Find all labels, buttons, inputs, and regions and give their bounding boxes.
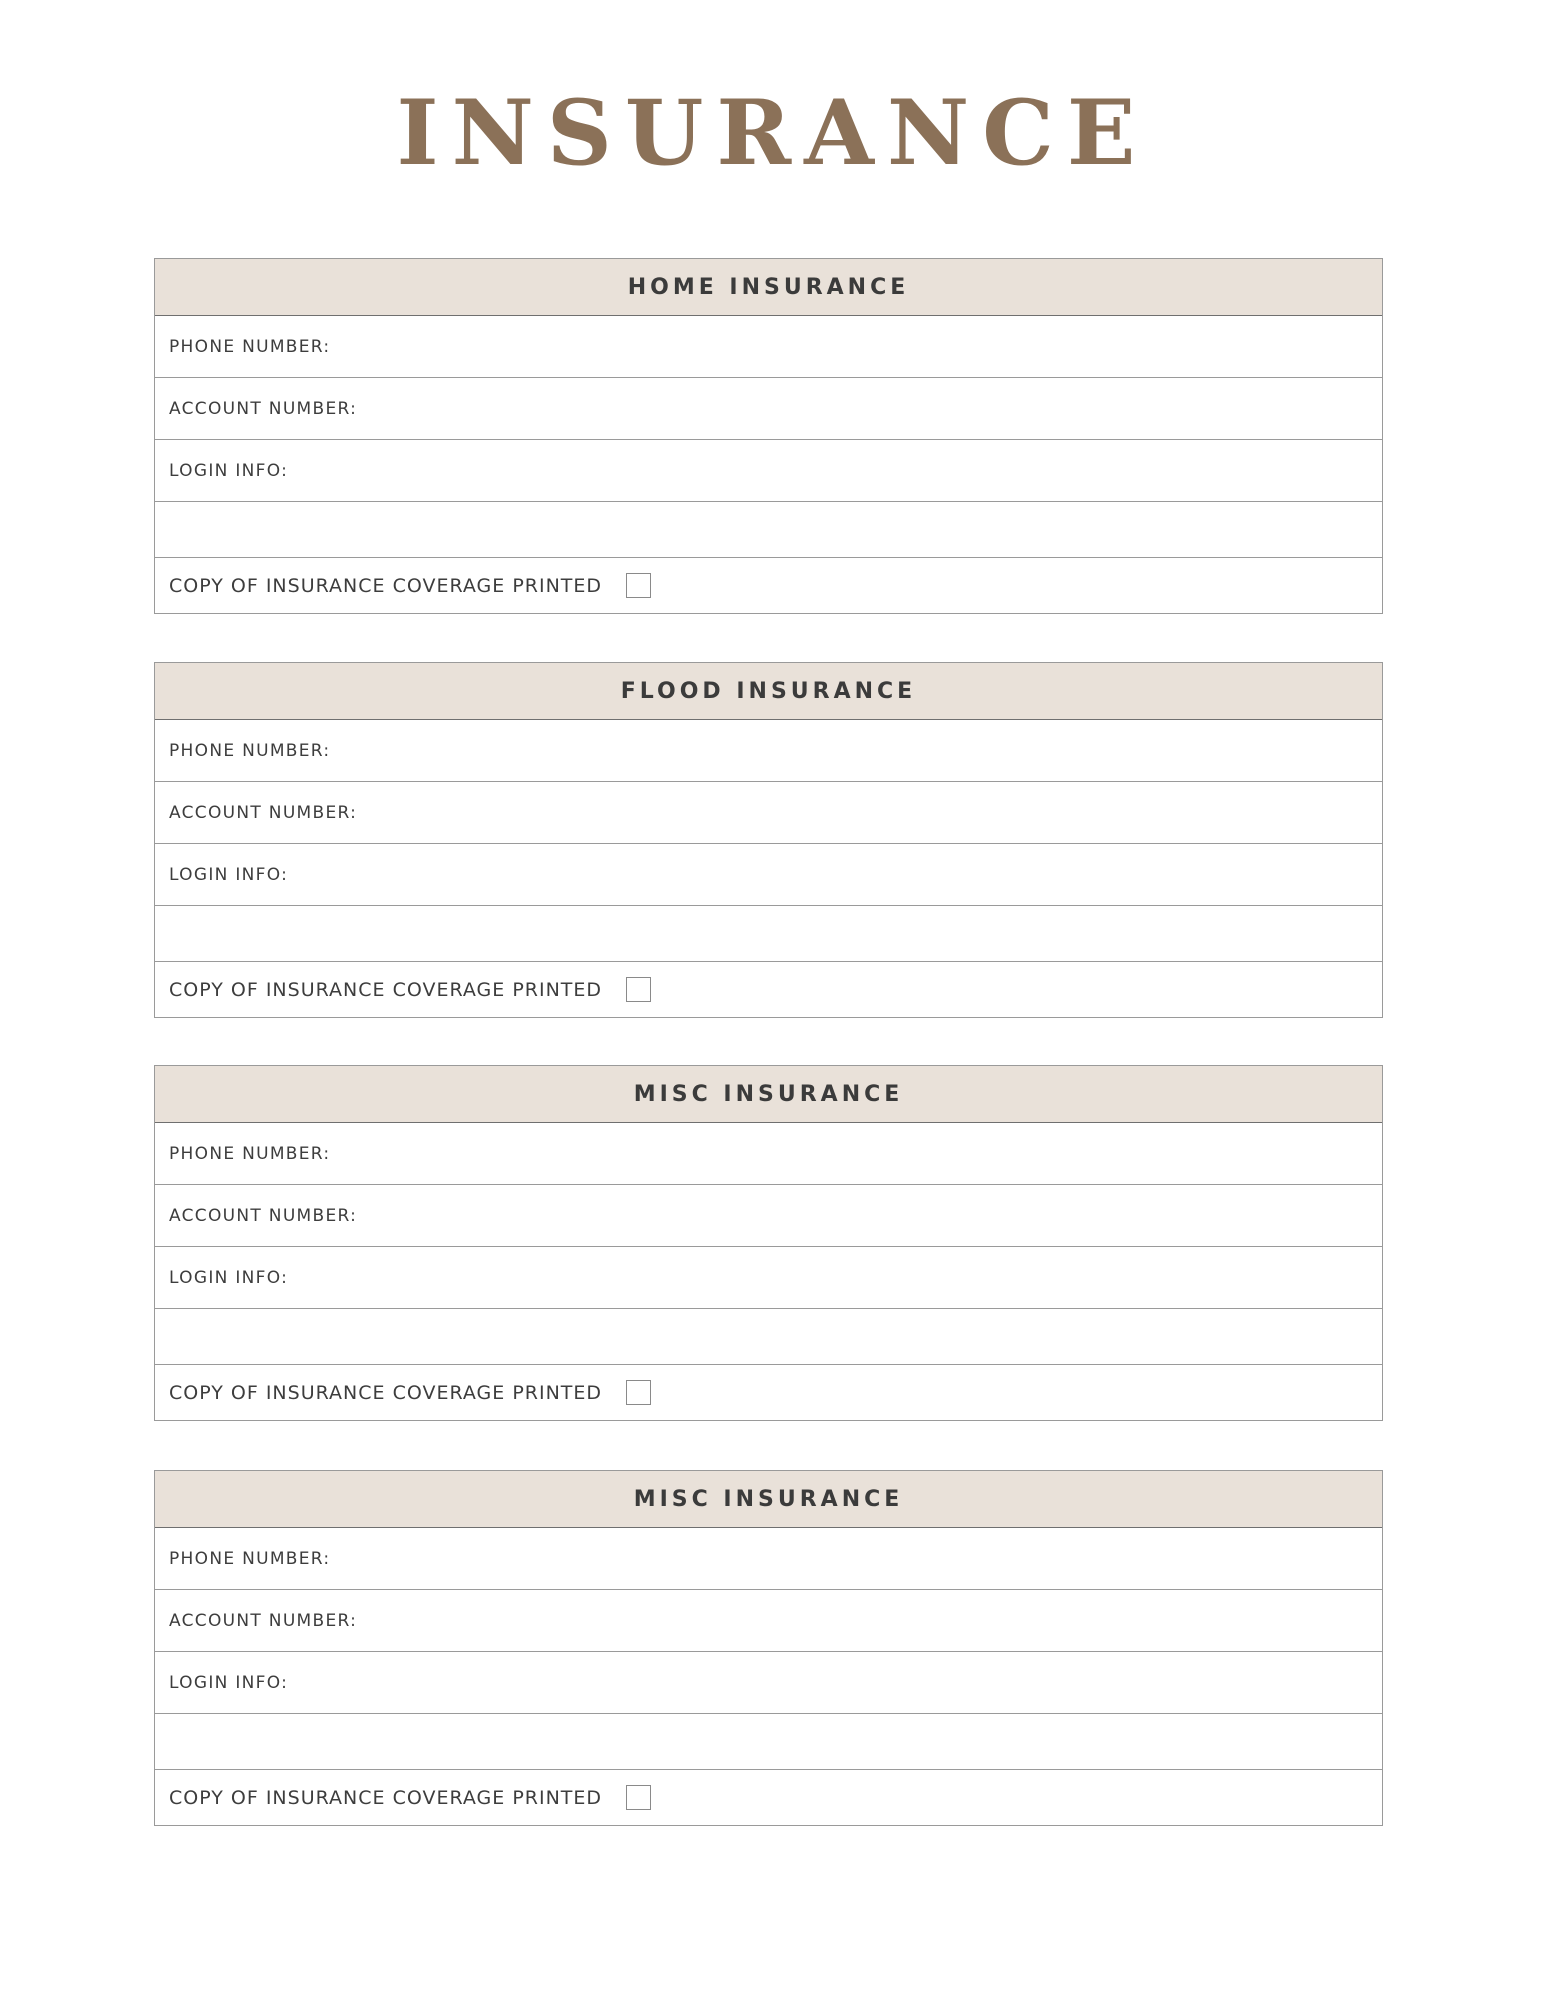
account-number-field[interactable] xyxy=(155,378,1382,440)
login-info-field[interactable] xyxy=(155,1247,1382,1309)
phone-number-label: PHONE NUMBER: xyxy=(169,336,331,357)
login-info-label: LOGIN INFO: xyxy=(169,864,289,885)
coverage-printed-checkbox[interactable] xyxy=(626,573,651,598)
login-info-extra-line[interactable] xyxy=(155,1714,1382,1770)
section-heading: HOME INSURANCE xyxy=(155,259,1382,316)
login-info-label: LOGIN INFO: xyxy=(169,1672,289,1693)
phone-number-label: PHONE NUMBER: xyxy=(169,1143,331,1164)
section-heading: MISC INSURANCE xyxy=(155,1066,1382,1123)
coverage-printed-checkbox[interactable] xyxy=(626,1380,651,1405)
phone-number-field[interactable] xyxy=(155,720,1382,782)
section-misc-insurance-2 xyxy=(154,1470,1383,1826)
login-info-field[interactable] xyxy=(155,844,1382,906)
phone-number-field[interactable] xyxy=(155,1528,1382,1590)
phone-number-field[interactable] xyxy=(155,1123,1382,1185)
login-info-label: LOGIN INFO: xyxy=(169,460,289,481)
coverage-printed-label: COPY OF INSURANCE COVERAGE PRINTED xyxy=(169,1786,603,1809)
account-number-field[interactable] xyxy=(155,1185,1382,1247)
login-info-extra-line[interactable] xyxy=(155,502,1382,558)
account-number-label: ACCOUNT NUMBER: xyxy=(169,1205,358,1226)
coverage-printed-label: COPY OF INSURANCE COVERAGE PRINTED xyxy=(169,574,603,597)
login-info-field[interactable] xyxy=(155,1652,1382,1714)
coverage-printed-checkbox[interactable] xyxy=(626,977,651,1002)
section-flood-insurance xyxy=(154,662,1383,1018)
coverage-printed-label: COPY OF INSURANCE COVERAGE PRINTED xyxy=(169,978,603,1001)
account-number-label: ACCOUNT NUMBER: xyxy=(169,802,358,823)
account-number-field[interactable] xyxy=(155,782,1382,844)
section-heading: FLOOD INSURANCE xyxy=(155,663,1382,720)
coverage-printed-label: COPY OF INSURANCE COVERAGE PRINTED xyxy=(169,1381,603,1404)
account-number-field[interactable] xyxy=(155,1590,1382,1652)
account-number-label: ACCOUNT NUMBER: xyxy=(169,398,358,419)
phone-number-label: PHONE NUMBER: xyxy=(169,1548,331,1569)
coverage-printed-row xyxy=(155,1770,1382,1825)
account-number-label: ACCOUNT NUMBER: xyxy=(169,1610,358,1631)
login-info-extra-line[interactable] xyxy=(155,906,1382,962)
coverage-printed-row xyxy=(155,558,1382,613)
coverage-printed-checkbox[interactable] xyxy=(626,1785,651,1810)
page-title: INSURANCE xyxy=(396,80,1149,186)
login-info-label: LOGIN INFO: xyxy=(169,1267,289,1288)
section-home-insurance xyxy=(154,258,1383,614)
login-info-field[interactable] xyxy=(155,440,1382,502)
login-info-extra-line[interactable] xyxy=(155,1309,1382,1365)
section-misc-insurance-1 xyxy=(154,1065,1383,1421)
phone-number-field[interactable] xyxy=(155,316,1382,378)
section-heading: MISC INSURANCE xyxy=(155,1471,1382,1528)
coverage-printed-row xyxy=(155,962,1382,1017)
phone-number-label: PHONE NUMBER: xyxy=(169,740,331,761)
coverage-printed-row xyxy=(155,1365,1382,1420)
